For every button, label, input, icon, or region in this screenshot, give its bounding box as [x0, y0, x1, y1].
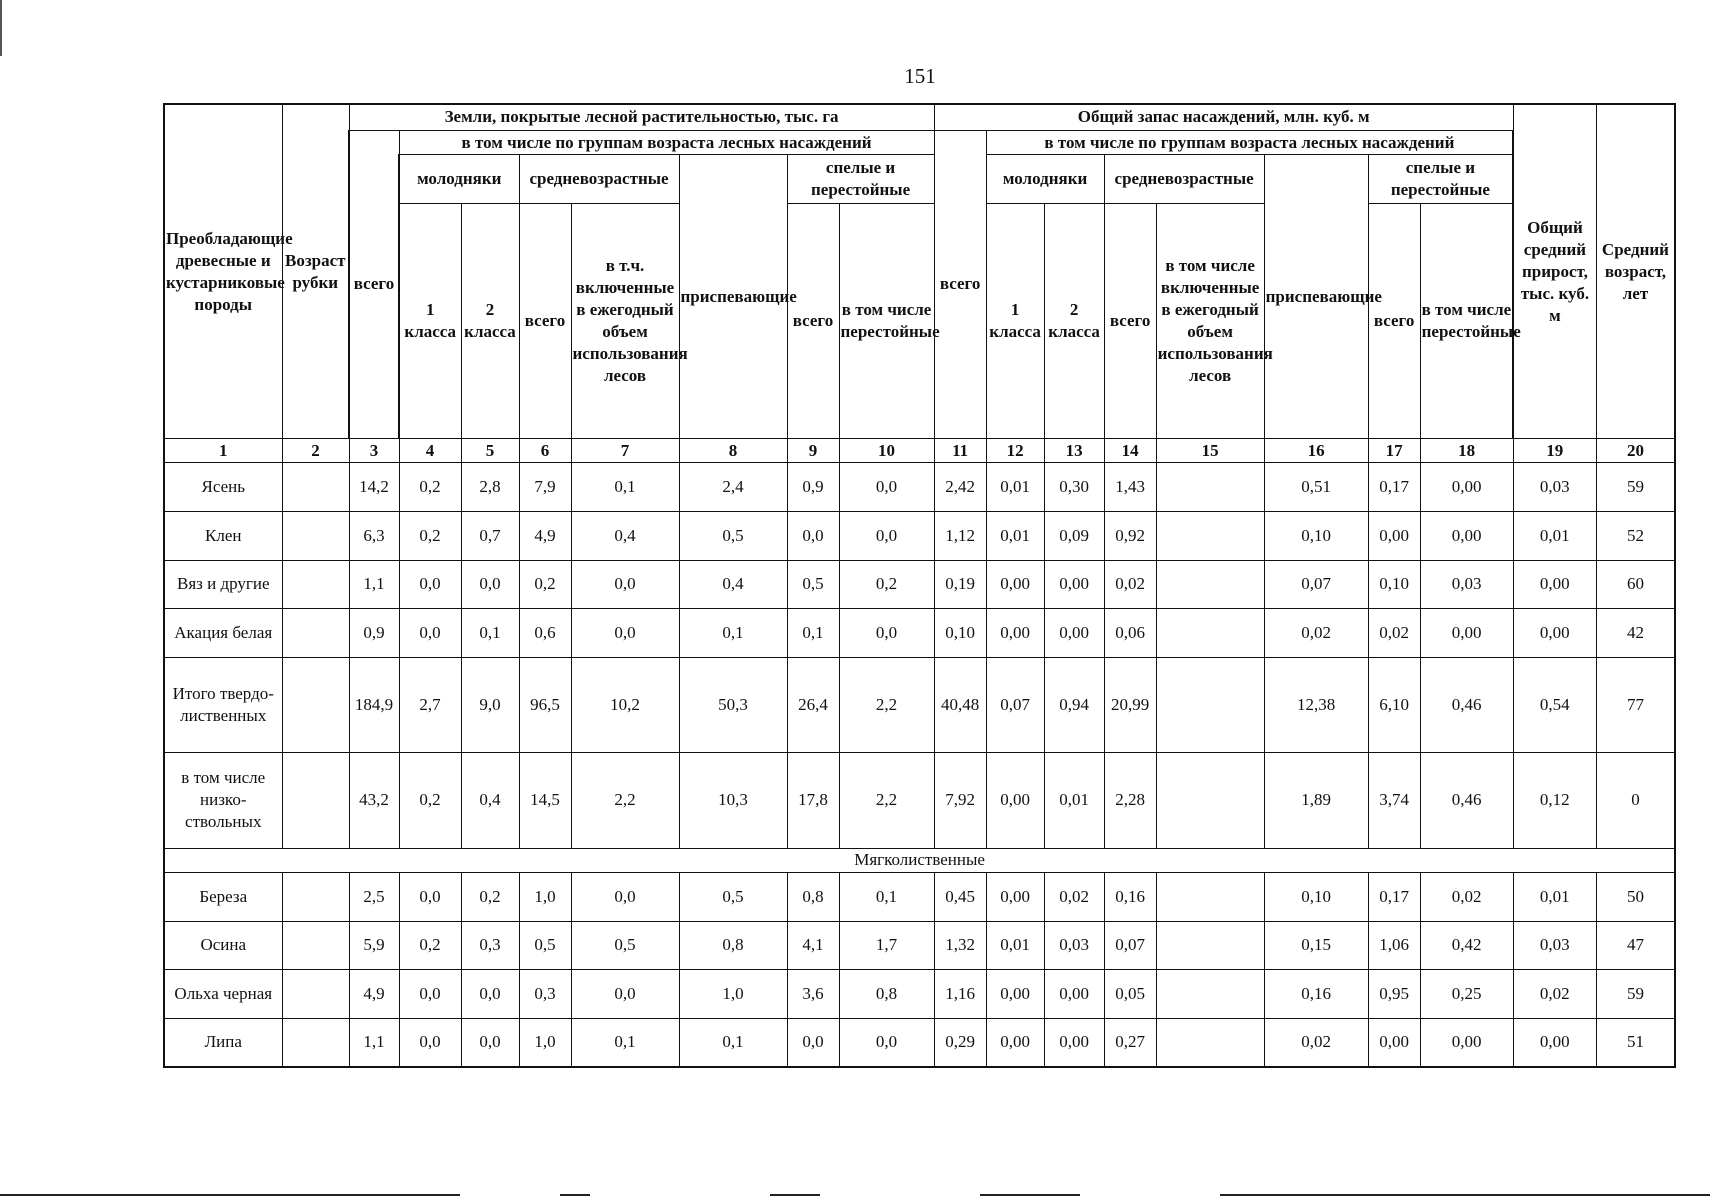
- table-cell: 0,5: [679, 511, 787, 560]
- stock-young-header: молодняки: [986, 155, 1104, 204]
- table-row: [164, 463, 1675, 512]
- column-number: 4: [399, 439, 461, 463]
- table-cell: 2,42: [934, 463, 986, 512]
- table-cell: 0,00: [986, 970, 1044, 1019]
- table-cell: 0,00: [1044, 1018, 1104, 1067]
- table-cell: [282, 511, 349, 560]
- table-cell: 12,38: [1264, 657, 1368, 752]
- stock-middle-header: средневозрастные: [1104, 155, 1264, 204]
- table-row: [164, 560, 1675, 609]
- column-number: 7: [571, 439, 679, 463]
- land-middle-header: средневозрастные: [519, 155, 679, 204]
- table-cell: 0,2: [399, 921, 461, 970]
- table-cell: 0,00: [1044, 970, 1104, 1019]
- table-cell: 0,19: [934, 560, 986, 609]
- table-cell: 0,00: [986, 1018, 1044, 1067]
- table-cell: 0,1: [839, 872, 934, 921]
- row-species-name: Липа: [164, 1018, 282, 1067]
- land-young-class2-header: 2 класса: [461, 203, 519, 438]
- table-cell: 0,03: [1044, 921, 1104, 970]
- table-cell: 0,8: [787, 872, 839, 921]
- table-cell: 0,46: [1420, 753, 1513, 848]
- table-cell: 0,10: [1264, 872, 1368, 921]
- table-cell: 0,3: [461, 921, 519, 970]
- table-cell: 0,1: [461, 609, 519, 658]
- stock-young-class1-header: 1 класса: [986, 203, 1044, 438]
- softwood-rows: [164, 872, 1675, 1067]
- table-cell: 0,02: [1044, 872, 1104, 921]
- land-young-class1-header: 1 класса: [399, 203, 461, 438]
- table-cell: 0,12: [1513, 753, 1596, 848]
- table-cell: 0,29: [934, 1018, 986, 1067]
- table-cell: 2,2: [571, 753, 679, 848]
- table-cell: [282, 753, 349, 848]
- table-cell: 43,2: [349, 753, 399, 848]
- table-cell: 7,92: [934, 753, 986, 848]
- table-cell: 0,0: [787, 511, 839, 560]
- table-row: [164, 921, 1675, 970]
- stock-ripening-header: приспевающие: [1264, 155, 1368, 439]
- table-cell: 0,07: [986, 657, 1044, 752]
- table-cell: 0,54: [1513, 657, 1596, 752]
- column-number: 17: [1368, 439, 1420, 463]
- table-cell: 0,03: [1513, 921, 1596, 970]
- table-row: [164, 511, 1675, 560]
- column-number: 13: [1044, 439, 1104, 463]
- column-number: 2: [282, 439, 349, 463]
- land-middle-annual-header: в т.ч. включенные в ежегодный объем использования лесов: [571, 203, 679, 438]
- row-species-name: Акация белая: [164, 609, 282, 658]
- stock-middle-total-header: всего: [1104, 203, 1156, 438]
- table-cell: 0,02: [1368, 609, 1420, 658]
- table-cell: 0,9: [349, 609, 399, 658]
- table-cell: 0,00: [986, 609, 1044, 658]
- table-cell: [1156, 970, 1264, 1019]
- table-cell: 7,9: [519, 463, 571, 512]
- row-species-name: Ясень: [164, 463, 282, 512]
- table-cell: 10,3: [679, 753, 787, 848]
- row-species-name: Вяз и другие: [164, 560, 282, 609]
- table-cell: 1,0: [519, 1018, 571, 1067]
- table-cell: 0,16: [1104, 872, 1156, 921]
- table-cell: 0,00: [986, 560, 1044, 609]
- table-cell: 5,9: [349, 921, 399, 970]
- table-cell: 0,8: [839, 970, 934, 1019]
- land-mature-header: спелые и перестойные: [787, 155, 934, 204]
- table-cell: 0,2: [399, 463, 461, 512]
- row-species-name: Береза: [164, 872, 282, 921]
- land-total-header: всего: [349, 130, 399, 438]
- table-cell: 1,0: [679, 970, 787, 1019]
- table-cell: 0,27: [1104, 1018, 1156, 1067]
- table-cell: 1,0: [519, 872, 571, 921]
- stock-group-header: Общий запас насаждений, млн. куб. м: [934, 104, 1513, 130]
- table-cell: 0,01: [1044, 753, 1104, 848]
- table-cell: 0,46: [1420, 657, 1513, 752]
- table-cell: 2,2: [839, 657, 934, 752]
- stock-mature-header: спелые и перестойные: [1368, 155, 1513, 204]
- table-cell: 0,01: [986, 921, 1044, 970]
- table-cell: 0,02: [1513, 970, 1596, 1019]
- col-avg-age-header: Средний возраст, лет: [1596, 104, 1675, 439]
- table-cell: 1,12: [934, 511, 986, 560]
- table-cell: 0,09: [1044, 511, 1104, 560]
- table-cell: 0,0: [839, 609, 934, 658]
- land-mature-overmature-header: в том числе перестойные: [839, 203, 934, 438]
- table-cell: 0,2: [399, 511, 461, 560]
- table-row: [164, 657, 1675, 752]
- table-cell: 0,1: [787, 609, 839, 658]
- table-cell: 0,1: [679, 1018, 787, 1067]
- table-cell: 0,2: [461, 872, 519, 921]
- table-cell: 0,2: [519, 560, 571, 609]
- table-cell: 17,8: [787, 753, 839, 848]
- table-cell: 6,3: [349, 511, 399, 560]
- table-cell: 0,00: [1420, 1018, 1513, 1067]
- table-cell: 0,4: [461, 753, 519, 848]
- table-cell: 0,3: [519, 970, 571, 1019]
- col-cutting-age-header: Возраст рубки: [282, 104, 349, 439]
- table-cell: 2,4: [679, 463, 787, 512]
- table-cell: 0,45: [934, 872, 986, 921]
- table-cell: 0,02: [1104, 560, 1156, 609]
- table-cell: 51: [1596, 1018, 1675, 1067]
- table-cell: [1156, 609, 1264, 658]
- table-cell: [282, 463, 349, 512]
- page-number: 151: [904, 64, 936, 88]
- table-cell: 40,48: [934, 657, 986, 752]
- column-number: 8: [679, 439, 787, 463]
- table-cell: 20,99: [1104, 657, 1156, 752]
- table-cell: 0,00: [1420, 609, 1513, 658]
- table-cell: 1,32: [934, 921, 986, 970]
- table-cell: 0,5: [787, 560, 839, 609]
- table-cell: 59: [1596, 463, 1675, 512]
- table-cell: 14,5: [519, 753, 571, 848]
- scan-bottom-edge: [0, 1192, 1710, 1200]
- column-number: 11: [934, 439, 986, 463]
- table-cell: [1156, 1018, 1264, 1067]
- column-number: 19: [1513, 439, 1596, 463]
- column-number: 14: [1104, 439, 1156, 463]
- table-cell: 0,0: [571, 872, 679, 921]
- table-cell: 0,5: [519, 921, 571, 970]
- table-cell: 0,0: [461, 560, 519, 609]
- table-cell: 0,17: [1368, 463, 1420, 512]
- column-number: 18: [1420, 439, 1513, 463]
- table-cell: 0,00: [1513, 560, 1596, 609]
- table-cell: [1156, 921, 1264, 970]
- table-cell: 2,7: [399, 657, 461, 752]
- column-number: 1: [164, 439, 282, 463]
- table-cell: 0,30: [1044, 463, 1104, 512]
- row-species-name: Ольха черная: [164, 970, 282, 1019]
- scan-edge: [0, 0, 2, 56]
- table-cell: 0: [1596, 753, 1675, 848]
- table-cell: 0,02: [1420, 872, 1513, 921]
- table-cell: 0,16: [1264, 970, 1368, 1019]
- table-cell: [282, 657, 349, 752]
- column-number: 10: [839, 439, 934, 463]
- table-cell: [282, 1018, 349, 1067]
- land-young-header: молодняки: [399, 155, 519, 204]
- table-cell: [282, 872, 349, 921]
- table-cell: 59: [1596, 970, 1675, 1019]
- table-row: [164, 970, 1675, 1019]
- col-avg-growth-header: Общий средний прирост, тыс. куб. м: [1513, 104, 1596, 439]
- table-cell: 0,17: [1368, 872, 1420, 921]
- table-cell: 0,01: [1513, 511, 1596, 560]
- table-cell: 0,5: [571, 921, 679, 970]
- table-cell: 0,00: [1513, 609, 1596, 658]
- stock-mature-total-header: всего: [1368, 203, 1420, 438]
- table-row: [164, 753, 1675, 848]
- table-cell: 14,2: [349, 463, 399, 512]
- table-cell: 0,00: [1420, 463, 1513, 512]
- table-cell: 0,0: [571, 560, 679, 609]
- table-cell: 4,1: [787, 921, 839, 970]
- table-cell: 60: [1596, 560, 1675, 609]
- table-cell: 0,51: [1264, 463, 1368, 512]
- table-cell: 0,6: [519, 609, 571, 658]
- table-cell: 47: [1596, 921, 1675, 970]
- table-cell: 0,0: [571, 970, 679, 1019]
- col-species-header: Преобладающие древесные и кустарниковые породы: [164, 104, 282, 439]
- stock-young-class2-header: 2 класса: [1044, 203, 1104, 438]
- table-cell: 4,9: [519, 511, 571, 560]
- stock-age-groups-header: в том числе по группам возраста лесных насаждений: [986, 130, 1513, 154]
- table-cell: [282, 970, 349, 1019]
- table-cell: [1156, 657, 1264, 752]
- table-cell: 0,0: [399, 560, 461, 609]
- land-middle-total-header: всего: [519, 203, 571, 438]
- column-number: 6: [519, 439, 571, 463]
- row-species-name: в том числе низко-ствольных: [164, 753, 282, 848]
- table-cell: 0,02: [1264, 609, 1368, 658]
- table-cell: 184,9: [349, 657, 399, 752]
- table-cell: 0,01: [986, 463, 1044, 512]
- table-cell: 0,00: [1420, 511, 1513, 560]
- table-cell: 0,42: [1420, 921, 1513, 970]
- table-cell: 0,07: [1104, 921, 1156, 970]
- column-number: 3: [349, 439, 399, 463]
- table-cell: [282, 921, 349, 970]
- table-cell: 0,15: [1264, 921, 1368, 970]
- table-cell: 0,0: [399, 1018, 461, 1067]
- table-cell: 9,0: [461, 657, 519, 752]
- table-cell: 3,74: [1368, 753, 1420, 848]
- table-cell: 3,6: [787, 970, 839, 1019]
- table-cell: 1,7: [839, 921, 934, 970]
- column-number: 16: [1264, 439, 1368, 463]
- table-cell: 0,1: [571, 1018, 679, 1067]
- table-cell: 0,10: [1264, 511, 1368, 560]
- table-cell: 0,0: [461, 1018, 519, 1067]
- column-number: 20: [1596, 439, 1675, 463]
- table-cell: 1,16: [934, 970, 986, 1019]
- table-row: [164, 872, 1675, 921]
- column-numbers-row: [164, 439, 1675, 463]
- table-cell: 0,94: [1044, 657, 1104, 752]
- table-cell: 0,10: [934, 609, 986, 658]
- table-cell: 0,06: [1104, 609, 1156, 658]
- forest-stock-table: [163, 103, 1676, 1068]
- table-cell: [1156, 511, 1264, 560]
- table-cell: [282, 609, 349, 658]
- hardwood-rows: [164, 463, 1675, 848]
- column-number: 9: [787, 439, 839, 463]
- table-cell: 52: [1596, 511, 1675, 560]
- table-cell: 1,43: [1104, 463, 1156, 512]
- table-cell: 0,2: [839, 560, 934, 609]
- table-cell: 0,03: [1513, 463, 1596, 512]
- table-cell: 1,89: [1264, 753, 1368, 848]
- land-age-groups-header: в том числе по группам возраста лесных насаждений: [399, 130, 934, 154]
- table-cell: 0,2: [399, 753, 461, 848]
- table-cell: 0,4: [679, 560, 787, 609]
- table-cell: 0,0: [839, 463, 934, 512]
- table-cell: 2,5: [349, 872, 399, 921]
- table-cell: 0,25: [1420, 970, 1513, 1019]
- table-cell: 0,05: [1104, 970, 1156, 1019]
- table-cell: 0,92: [1104, 511, 1156, 560]
- table-cell: 0,00: [986, 872, 1044, 921]
- stock-mature-overmature-header: в том числе перестойные: [1420, 203, 1513, 438]
- table-cell: 77: [1596, 657, 1675, 752]
- table-cell: 0,01: [986, 511, 1044, 560]
- table-cell: 50: [1596, 872, 1675, 921]
- table-cell: 0,00: [1044, 609, 1104, 658]
- table-cell: 2,28: [1104, 753, 1156, 848]
- table-cell: 0,0: [839, 1018, 934, 1067]
- table-cell: 0,9: [787, 463, 839, 512]
- row-species-name: Клен: [164, 511, 282, 560]
- column-number: 12: [986, 439, 1044, 463]
- table-cell: 0,00: [1368, 1018, 1420, 1067]
- table-cell: 0,1: [571, 463, 679, 512]
- row-species-name: Итого твердо-лиственных: [164, 657, 282, 752]
- table-cell: 2,2: [839, 753, 934, 848]
- table-row: [164, 1018, 1675, 1067]
- table-cell: 0,7: [461, 511, 519, 560]
- stock-total-header: всего: [934, 130, 986, 438]
- column-number: 5: [461, 439, 519, 463]
- table-cell: 26,4: [787, 657, 839, 752]
- stock-middle-annual-header: в том числе включенные в ежегодный объем использования лесов: [1156, 203, 1264, 438]
- table-cell: 0,0: [399, 872, 461, 921]
- table-cell: 4,9: [349, 970, 399, 1019]
- table-cell: [1156, 463, 1264, 512]
- table-cell: 0,0: [571, 609, 679, 658]
- table-cell: 0,8: [679, 921, 787, 970]
- table-cell: 0,0: [787, 1018, 839, 1067]
- table-cell: 0,00: [1044, 560, 1104, 609]
- table-cell: 0,00: [1513, 1018, 1596, 1067]
- table-cell: 0,0: [839, 511, 934, 560]
- table-cell: [1156, 872, 1264, 921]
- table-cell: 0,03: [1420, 560, 1513, 609]
- table-cell: 1,1: [349, 560, 399, 609]
- table-cell: 6,10: [1368, 657, 1420, 752]
- table-cell: [1156, 753, 1264, 848]
- row-species-name: Осина: [164, 921, 282, 970]
- land-ripening-header: приспевающие: [679, 155, 787, 439]
- table-cell: 10,2: [571, 657, 679, 752]
- table-cell: 0,5: [679, 872, 787, 921]
- table-cell: 2,8: [461, 463, 519, 512]
- table-cell: 96,5: [519, 657, 571, 752]
- table-cell: 0,02: [1264, 1018, 1368, 1067]
- table-cell: 0,4: [571, 511, 679, 560]
- table-cell: 1,06: [1368, 921, 1420, 970]
- section-softwood-header: Мягколиственные: [164, 848, 1675, 872]
- table-cell: [1156, 560, 1264, 609]
- table-cell: 50,3: [679, 657, 787, 752]
- table-cell: 1,1: [349, 1018, 399, 1067]
- table-cell: 0,10: [1368, 560, 1420, 609]
- table-cell: 0,01: [1513, 872, 1596, 921]
- table-row: [164, 609, 1675, 658]
- table-cell: [282, 560, 349, 609]
- table-cell: 0,00: [986, 753, 1044, 848]
- table-cell: 0,00: [1368, 511, 1420, 560]
- table-cell: 42: [1596, 609, 1675, 658]
- column-number: 15: [1156, 439, 1264, 463]
- table-cell: 0,0: [461, 970, 519, 1019]
- land-mature-total-header: всего: [787, 203, 839, 438]
- table-cell: 0,07: [1264, 560, 1368, 609]
- table-cell: 0,1: [679, 609, 787, 658]
- table-cell: 0,0: [399, 970, 461, 1019]
- table-cell: 0,0: [399, 609, 461, 658]
- table-cell: 0,95: [1368, 970, 1420, 1019]
- land-group-header: Земли, покрытые лесной растительностью, тыс. га: [349, 104, 934, 130]
